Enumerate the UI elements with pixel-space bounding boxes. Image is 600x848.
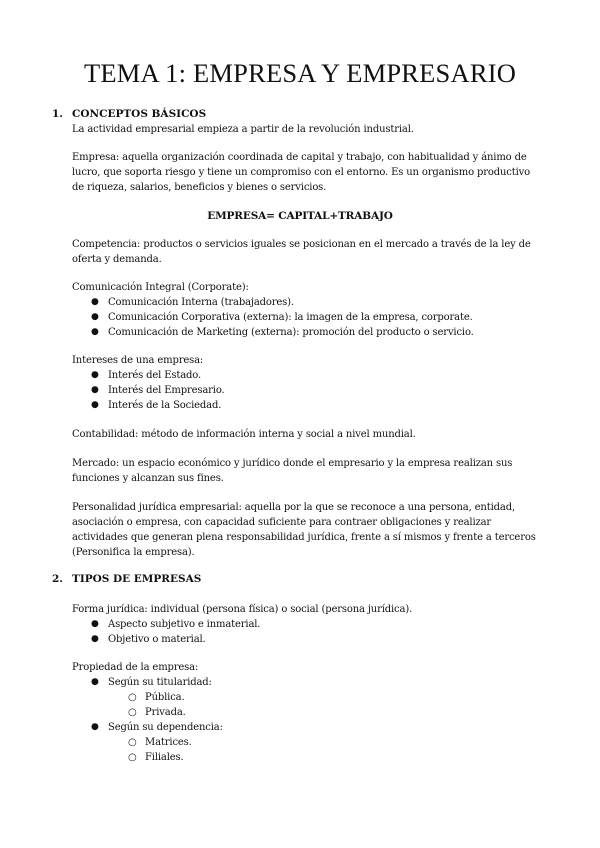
section-2-title: TIPOS DE EMPRESAS: [72, 573, 202, 585]
formula-text: EMPRESA= CAPITAL+TRABAJO: [207, 210, 393, 222]
competencia-line: oferta y demanda.: [72, 254, 162, 265]
personalidad-line: (Personifica la empresa).: [72, 547, 195, 558]
bullet-icon: ●: [91, 312, 99, 322]
hollow-bullet-icon: ○: [128, 692, 137, 703]
bullet-icon: ●: [91, 327, 99, 337]
section-1-heading: [52, 108, 207, 120]
empresa-definition-line: lucro, que soporta riesgo y tiene un compromiso con el entorno. Es un organismo productivo: [72, 167, 531, 178]
section-2-heading: [52, 573, 202, 585]
bullet-icon: ●: [91, 677, 99, 687]
list-item: Comunicación de Marketing (externa): promoción del producto o servicio.: [108, 327, 474, 338]
list-item: Comunicación Corporativa (externa): la imagen de la empresa, corporate.: [108, 312, 473, 323]
section-1-title: CONCEPTOS BÁSICOS: [72, 108, 207, 120]
list-item: Objetivo o material.: [108, 634, 206, 645]
mercado-line: funciones y alcanzan sus fines.: [72, 473, 224, 484]
list-item: Interés de la Sociedad.: [108, 400, 222, 411]
list-item: Según su titularidad:: [108, 677, 212, 688]
list-item: Interés del Empresario.: [108, 385, 225, 396]
hollow-bullet-icon: ○: [128, 707, 137, 718]
personalidad-line: asociación o empresa, con capacidad suficiente para contraer obligaciones y realizar: [72, 517, 492, 528]
forma-juridica-text: Forma jurídica: individual (persona física) o social (persona jurídica).: [72, 604, 413, 615]
page-title: TEMA 1: EMPRESA Y EMPRESARIO: [83, 58, 517, 88]
bullet-icon: ●: [91, 297, 99, 307]
bullet-icon: ●: [91, 370, 99, 380]
empresa-definition-line: Empresa: aquella organización coordinada de capital y trabajo, con habitualidad y ánimo de: [72, 152, 527, 163]
personalidad-line: actividades que generan plena responsabilidad jurídica, frente a sí mismos y frente a terceros: [72, 532, 536, 543]
sub-list-item: Pública.: [145, 692, 185, 703]
empresa-definition-line: de riqueza, salarios, beneficios y bienes o servicios.: [72, 182, 327, 193]
hollow-bullet-icon: ○: [128, 752, 137, 763]
intereses-label: Intereses de una empresa:: [72, 355, 204, 366]
list-item: Según su dependencia:: [108, 722, 223, 733]
bullet-icon: ●: [91, 634, 99, 644]
comunicacion-label: Comunicación Integral (Corporate):: [72, 282, 249, 293]
personalidad-line: Personalidad jurídica empresarial: aquella por la que se reconoce a una persona, entidad,: [72, 502, 515, 513]
bullet-icon: ●: [91, 400, 99, 410]
hollow-bullet-icon: ○: [128, 737, 137, 748]
mercado-line: Mercado: un espacio económico y jurídico donde el empresario y la empresa realizan sus: [72, 458, 513, 469]
intro-text: La actividad empresarial empieza a partir de la revolución industrial.: [72, 124, 414, 135]
propiedad-label: Propiedad de la empresa:: [72, 662, 199, 673]
list-item: Comunicación Interna (trabajadores).: [108, 297, 294, 308]
contabilidad-text: Contabilidad: método de información interna y social a nivel mundial.: [72, 429, 416, 440]
sub-list-item: Filiales.: [145, 752, 184, 763]
bullet-icon: ●: [91, 722, 99, 732]
section-2-number: 2.: [52, 573, 63, 585]
sub-list-item: Matrices.: [145, 737, 192, 748]
section-1-number: 1.: [52, 108, 63, 120]
bullet-icon: ●: [91, 385, 99, 395]
bullet-icon: ●: [91, 619, 99, 629]
list-item: Interés del Estado.: [108, 370, 202, 381]
competencia-line: Competencia: productos o servicios iguales se posicionan en el mercado a través de la ley de: [72, 239, 531, 250]
list-item: Aspecto subjetivo e inmaterial.: [108, 619, 261, 630]
sub-list-item: Privada.: [145, 707, 186, 718]
